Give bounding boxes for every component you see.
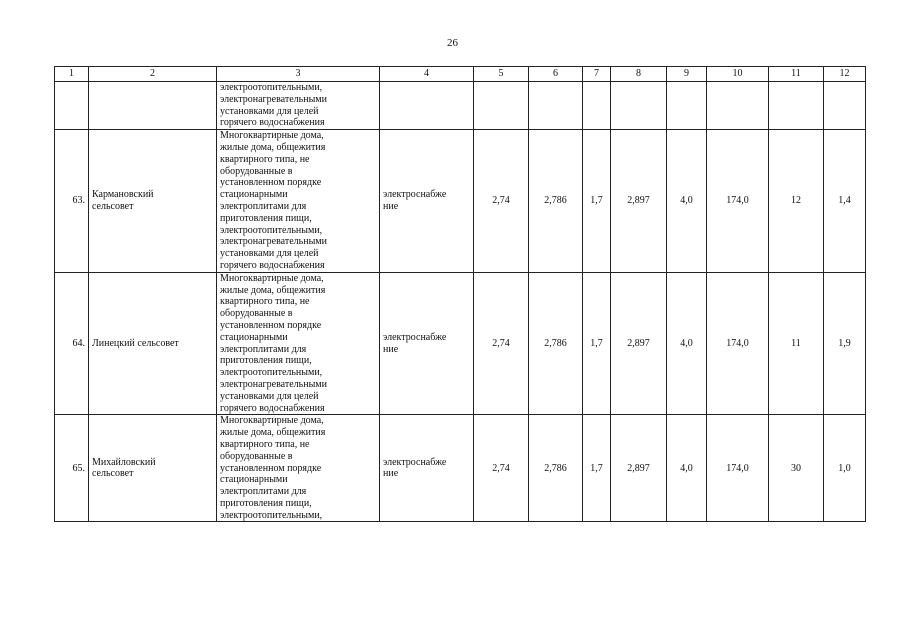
service-line: ние xyxy=(383,468,399,480)
empty-cell xyxy=(824,82,866,130)
description-line: электроотопительными, xyxy=(220,224,323,236)
description-line: Многоквартирные дома, xyxy=(220,130,324,142)
column-header: 5 xyxy=(474,67,529,82)
continuation-row xyxy=(55,82,866,130)
value-col-5: 2,74 xyxy=(474,415,529,522)
description-line: Многоквартирные дома, xyxy=(220,415,324,427)
region-line: Линецкий сельсовет xyxy=(92,337,179,349)
service-line: электроснабже xyxy=(383,189,447,201)
service-line: ние xyxy=(383,343,399,355)
empty-cell xyxy=(380,82,474,130)
value-col-12: 1,0 xyxy=(824,415,866,522)
service-cell xyxy=(380,415,474,522)
empty-cell xyxy=(611,82,667,130)
value-col-11: 11 xyxy=(769,272,824,415)
value-col-10: 174,0 xyxy=(707,130,769,273)
column-header: 11 xyxy=(769,67,824,82)
description-line: стационарными xyxy=(220,189,288,201)
description-line: электронагревательными xyxy=(220,378,327,390)
row-number: 63. xyxy=(55,130,89,273)
value-col-6: 2,786 xyxy=(529,272,583,415)
value-col-5: 2,74 xyxy=(474,130,529,273)
description-line: электронагревательными xyxy=(220,236,327,248)
region-line: Кармановский xyxy=(92,189,154,201)
description-cell xyxy=(217,130,380,273)
column-header: 3 xyxy=(217,67,380,82)
empty-cell xyxy=(583,82,611,130)
description-line: электроплитами для xyxy=(220,486,307,498)
description-line: стационарными xyxy=(220,331,288,343)
description-line: установками для целей xyxy=(220,390,319,402)
description-cell xyxy=(217,82,380,130)
region-cell xyxy=(89,415,217,522)
service-line: электроснабже xyxy=(383,331,447,343)
service-line: электроснабже xyxy=(383,456,447,468)
empty-cell xyxy=(667,82,707,130)
description-line: электроплитами для xyxy=(220,200,307,212)
description-line: жилые дома, общежития xyxy=(220,141,326,153)
description-line: приготовления пищи, xyxy=(220,212,312,224)
column-header: 10 xyxy=(707,67,769,82)
description-line: оборудованные в xyxy=(220,308,293,320)
empty-cell xyxy=(55,82,89,130)
description-line: приготовления пищи, xyxy=(220,497,312,509)
column-header: 7 xyxy=(583,67,611,82)
value-col-9: 4,0 xyxy=(667,130,707,273)
description-line: электроотопительными, xyxy=(220,509,323,521)
empty-cell xyxy=(707,82,769,130)
region-cell xyxy=(89,272,217,415)
description-line: стационарными xyxy=(220,474,288,486)
description-line: установками для целей xyxy=(220,105,319,117)
table-row xyxy=(55,272,866,415)
service-cell xyxy=(380,130,474,273)
row-number: 65. xyxy=(55,415,89,522)
description-line: горячего водоснабжения xyxy=(220,117,325,129)
region-line: сельсовет xyxy=(92,200,134,212)
value-col-11: 12 xyxy=(769,130,824,273)
empty-cell xyxy=(769,82,824,130)
tariff-table xyxy=(54,66,866,522)
region-line: сельсовет xyxy=(92,468,134,480)
page-number: 26 xyxy=(447,37,458,49)
description-line: жилые дома, общежития xyxy=(220,284,326,296)
column-header: 6 xyxy=(529,67,583,82)
column-header: 12 xyxy=(824,67,866,82)
description-line: приготовления пищи, xyxy=(220,355,312,367)
value-col-6: 2,786 xyxy=(529,415,583,522)
empty-cell xyxy=(529,82,583,130)
description-line: электроотопительными, xyxy=(220,367,323,379)
column-number-row xyxy=(55,67,866,82)
value-col-9: 4,0 xyxy=(667,272,707,415)
column-header: 4 xyxy=(380,67,474,82)
description-line: квартирного типа, не xyxy=(220,438,310,450)
value-col-8: 2,897 xyxy=(611,130,667,273)
value-col-5: 2,74 xyxy=(474,272,529,415)
description-line: жилые дома, общежития xyxy=(220,427,326,439)
column-header: 2 xyxy=(89,67,217,82)
description-line: горячего водоснабжения xyxy=(220,402,325,414)
value-col-12: 1,4 xyxy=(824,130,866,273)
value-col-7: 1,7 xyxy=(583,272,611,415)
description-cell xyxy=(217,415,380,522)
value-col-10: 174,0 xyxy=(707,272,769,415)
column-header: 8 xyxy=(611,67,667,82)
description-line: квартирного типа, не xyxy=(220,296,310,308)
description-line: электроплитами для xyxy=(220,343,307,355)
service-line: ние xyxy=(383,200,399,212)
description-line: электроотопительными, xyxy=(220,82,323,93)
region-line: Михайловский xyxy=(92,456,156,468)
table-row xyxy=(55,415,866,522)
region-cell xyxy=(89,130,217,273)
value-col-6: 2,786 xyxy=(529,130,583,273)
description-cell xyxy=(217,272,380,415)
description-line: установленном порядке xyxy=(220,462,322,474)
description-line: Многоквартирные дома, xyxy=(220,272,324,284)
column-header: 1 xyxy=(55,67,89,82)
value-col-12: 1,9 xyxy=(824,272,866,415)
description-line: установленном порядке xyxy=(220,319,322,331)
service-cell xyxy=(380,272,474,415)
description-line: оборудованные в xyxy=(220,450,293,462)
description-line: квартирного типа, не xyxy=(220,153,310,165)
column-header: 9 xyxy=(667,67,707,82)
value-col-7: 1,7 xyxy=(583,415,611,522)
value-col-8: 2,897 xyxy=(611,272,667,415)
value-col-7: 1,7 xyxy=(583,130,611,273)
value-col-9: 4,0 xyxy=(667,415,707,522)
description-line: оборудованные в xyxy=(220,165,293,177)
description-line: установленном порядке xyxy=(220,177,322,189)
value-col-8: 2,897 xyxy=(611,415,667,522)
empty-cell xyxy=(89,82,217,130)
description-line: электронагревательными xyxy=(220,93,327,105)
row-number: 64. xyxy=(55,272,89,415)
empty-cell xyxy=(474,82,529,130)
description-line: горячего водоснабжения xyxy=(220,259,325,271)
value-col-10: 174,0 xyxy=(707,415,769,522)
table-row xyxy=(55,130,866,273)
value-col-11: 30 xyxy=(769,415,824,522)
description-line: установками для целей xyxy=(220,248,319,260)
